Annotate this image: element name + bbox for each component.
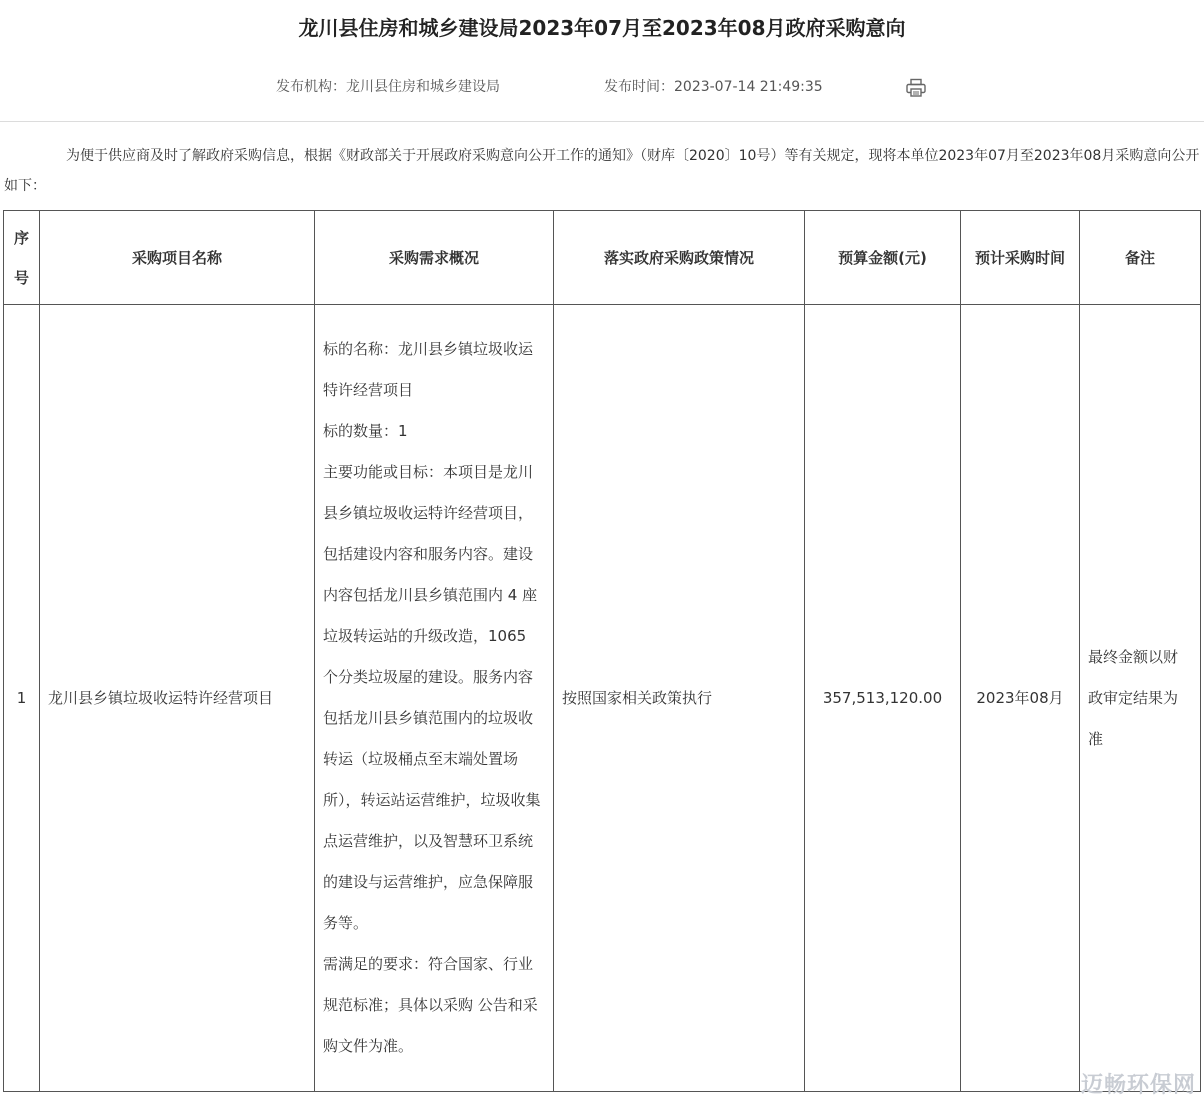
cell-project-name: 龙川县乡镇垃圾收运特许经营项目 [40,305,315,1092]
publisher-value: 龙川县住房和城乡建设局 [346,79,500,95]
requirement-main-function: 主要功能或目标：本项目是龙川县乡镇垃圾收运特许经营项目，包括建设内容和服务内容。建设内容包括龙川县乡镇范围内 4 座垃圾转运站的升级改造，1065 个分类垃圾屋的建设。服务内容包括龙川县乡镇范围内的垃圾收转运（垃圾桶点至末端处置场所），转运站运营维护，垃圾收集点运营维护，以及智慧环卫系统的建设与运营维护，应急保障服务等。 [323,463,541,932]
header-requirements: 采购需求概况 [315,211,554,305]
header-budget: 预算金额(元) [805,211,961,305]
publish-time-value: 2023-07-14 21:49:35 [674,79,823,95]
cell-seq: 1 [4,305,40,1092]
header-divider [0,121,1204,122]
cell-requirements [315,305,554,1092]
header-seq: 序号 [4,211,40,305]
meta-row [0,76,1204,98]
cell-remark: 最终金额以财政审定结果为准 [1080,305,1201,1092]
header-time: 预计采购时间 [961,211,1080,305]
header-project-name: 采购项目名称 [40,211,315,305]
publisher-label: 发布机构： [276,79,346,95]
table-header-row [4,211,1201,305]
table-row [4,305,1201,1092]
publisher-info [276,76,500,96]
header-policy: 落实政府采购政策情况 [554,211,805,305]
header-remark: 备注 [1080,211,1201,305]
publish-time-label: 发布时间： [604,79,674,95]
cell-budget: 357,513,120.00 [805,305,961,1092]
requirement-target-name: 标的名称：龙川县乡镇垃圾收运特许经营项目 [323,340,534,399]
procurement-table [3,210,1201,1092]
page-title: 龙川县住房和城乡建设局2023年07月至2023年08月政府采购意向 [298,16,906,40]
cell-time: 2023年08月 [961,305,1080,1092]
intro-paragraph: 为便于供应商及时了解政府采购信息，根据《财政部关于开展政府采购意向公开工作的通知》（财库〔2020〕10号）等有关规定，现将本单位2023年07月至2023年08月采购意向公开如下： [4,148,1200,194]
printer-icon[interactable] [905,78,927,98]
requirement-target-quantity: 标的数量：1 [323,422,408,440]
requirement-conditions: 需满足的要求：符合国家、行业规范标准；具体以采购 公告和采购文件为准。 [323,955,538,1055]
publish-time-info [604,76,823,96]
cell-policy: 按照国家相关政策执行 [554,305,805,1092]
watermark: 迈畅环保网 [1080,1073,1196,1098]
